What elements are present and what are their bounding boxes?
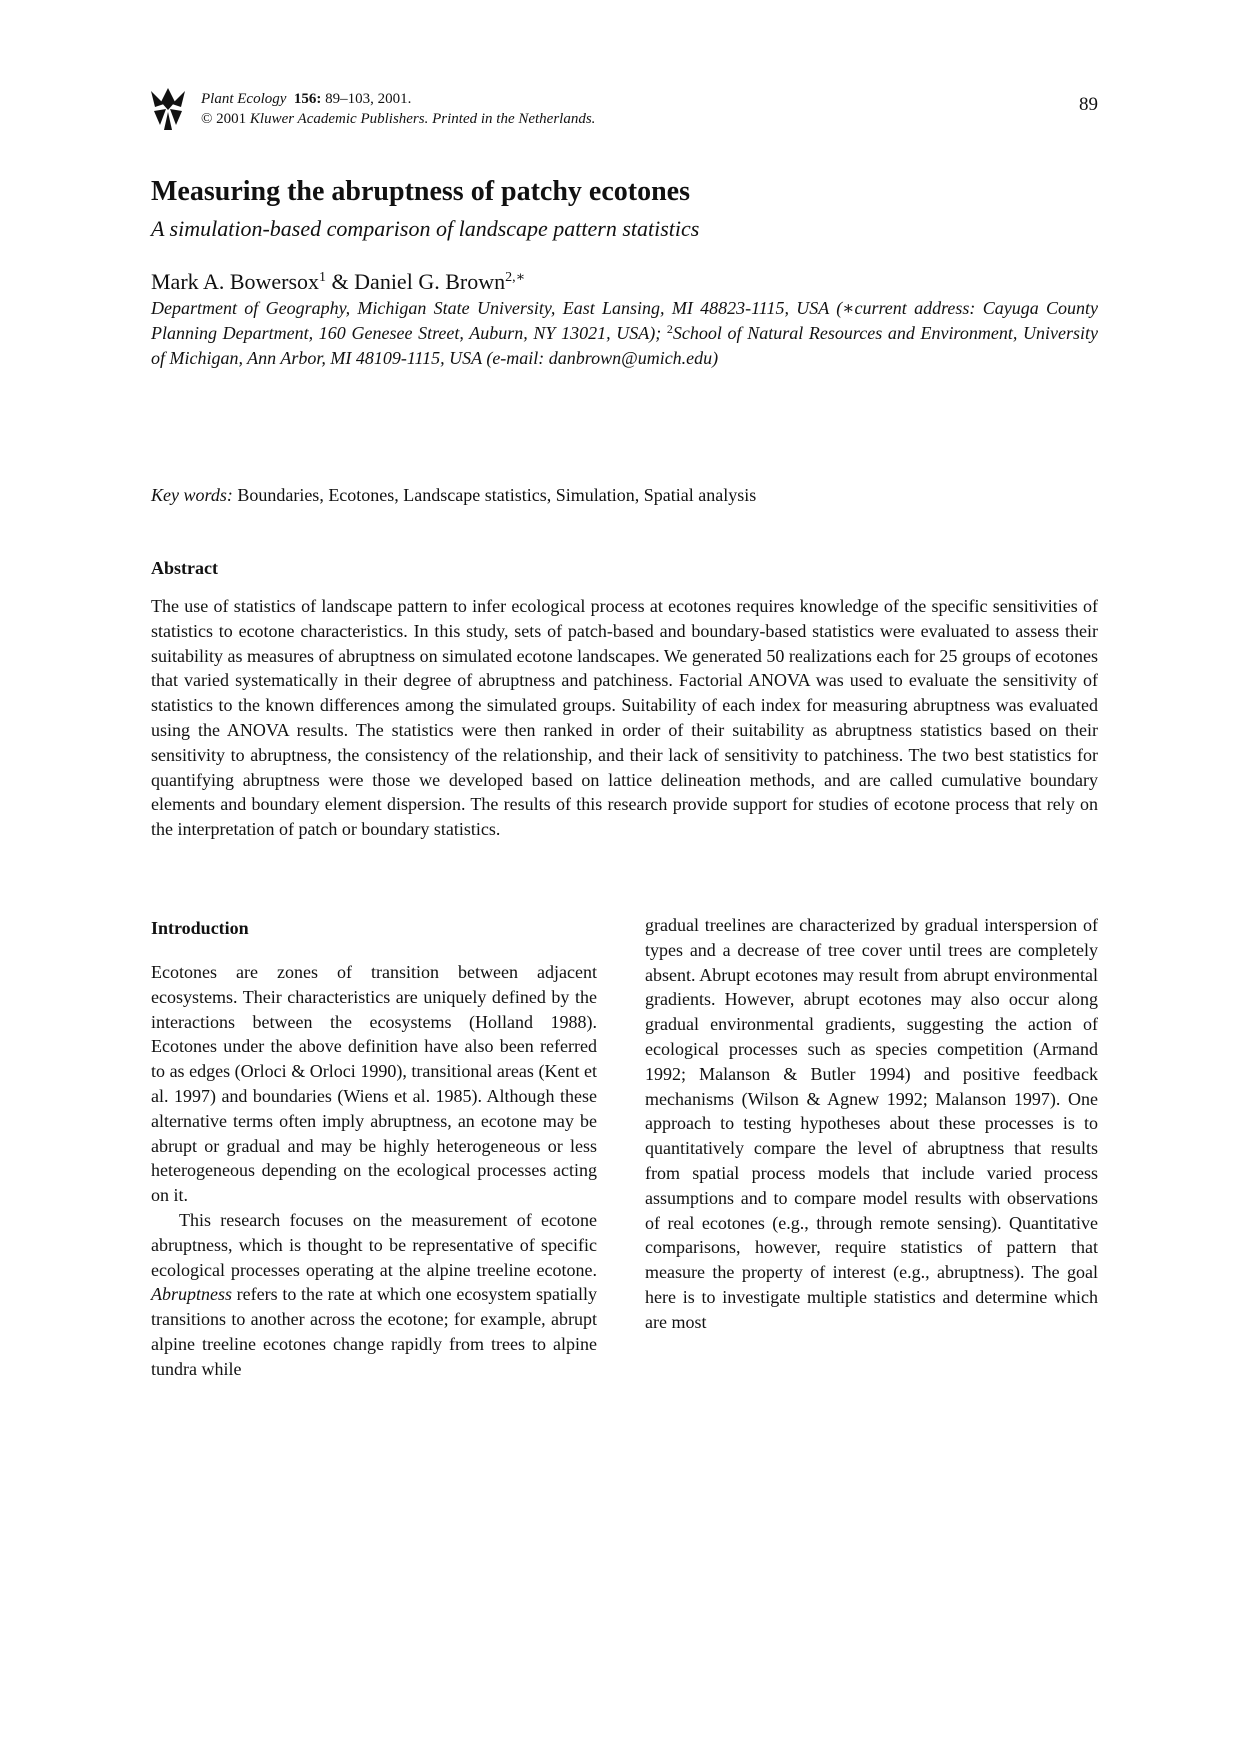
abstract-heading: Abstract: [151, 558, 218, 578]
emphasized-term: Abruptness: [151, 1284, 232, 1305]
keywords: [151, 483, 756, 507]
paragraph-text: refers to the rate at which one ecosystem spatially transitions to another across the ecotone; for example, abrupt alpine treeline ecotones change rapidly from trees to alpine tundra while: [151, 1284, 597, 1379]
affiliation-mark: 2: [666, 322, 673, 336]
copyright-line: [201, 109, 595, 129]
copyright-prefix: © 2001: [201, 111, 250, 127]
journal-volume: 156:: [293, 91, 322, 107]
publisher-text: Kluwer Academic Publishers. Printed in the Netherlands.: [249, 111, 596, 127]
page-number: 89: [1079, 94, 1098, 115]
author-name: Daniel G. Brown: [354, 269, 506, 294]
author-affiliation-mark: 1: [319, 270, 327, 285]
abstract-text: The use of statistics of landscape pattern to infer ecological process at ecotones requires knowledge of the specific sensitivities of statistics to ecotone characteristics. In this study, sets of patch-based and boundary-based statistics were evaluated to assess their suitability as measures of abruptness on simulated ecotone landscapes. We generated 50 realizations each for 25 groups of ecotones that varied systematically in their degree of abruptness and patchiness. Factorial ANOVA was used to evaluate the sensitivity of statistics to the known differences among the simulated groups. Suitability of each index for measuring abruptness was evaluated using the ANOVA results. The statistics were then ranked in order of their suitability as abruptness statistics based on their sensitivity to abruptness, the consistency of the relationship, and their lack of sensitivity to patchiness. The two best statistics for quantifying abruptness were those we developed based on lattice delineation methods, and are called cumulative boundary elements and boundary element dispersion. The results of this research provide support for studies of ecotone process that rely on the interpretation of patch or boundary statistics.: [151, 596, 1098, 840]
journal-line: [201, 89, 595, 109]
keywords-label: Key words:: [151, 485, 233, 505]
journal-citation: [201, 89, 595, 129]
journal-name: Plant Ecology: [201, 91, 287, 107]
author-list: [151, 268, 525, 296]
author-affiliation-mark: 2,∗: [505, 270, 526, 285]
article-subtitle: A simulation-based comparison of landscape pattern statistics: [151, 216, 700, 241]
body-paragraph: [151, 1208, 597, 1382]
body-paragraph: Ecotones are zones of transition between adjacent ecosystems. Their characteristics are uniquely defined by the interactions between the ecosystems (Holland 1988). Ecotones under the above definition have also been referred to as edges (Orloci & Orloci 1990), transitional areas (Kent et al. 1997) and boundaries (Wiens et al. 1985). Although these alternative terms often imply abruptness, an ecotone may be abrupt or gradual and may be highly heterogeneous or less heterogeneous depending on the ecological processes acting on it.: [151, 962, 597, 1206]
author-affiliations: [151, 296, 1098, 371]
keywords-text: Boundaries, Ecotones, Landscape statistics, Simulation, Spatial analysis: [232, 485, 757, 505]
introduction-heading: Introduction: [151, 918, 249, 938]
journal-pages: 89–103, 2001.: [325, 91, 412, 107]
right-column-paragraph: gradual treelines are characterized by gradual interspersion of types and a decrease of tree cover until trees are completely absent. Abrupt ecotones may result from abrupt environmental gradients. However, abrupt ecotones may also occur along gradual environmental gradients, suggesting the action of ecological processes such as species competition (Armand 1992; Malanson & Butler 1994) and positive feedback mechanisms (Wilson & Agnew 1992; Malanson 1997). One approach to testing hypotheses about these processes is to quantitatively compare the level of abruptness that results from spatial process models that include varied process assumptions and to compare model results with observations of real ecotones (e.g., through remote sensing). Quantitative comparisons, however, require statistics of pattern that measure the property of interest (e.g., abruptness). The goal here is to investigate multiple statistics and determine which are most: [645, 915, 1098, 1332]
left-column: [151, 960, 597, 1382]
affiliation-text: School of Natural Resources and Environment, University of Michigan, Ann Arbor, MI 48109-1115, USA (e-mail: danbrown@umich.edu): [151, 323, 1098, 368]
affiliation-text: Department of Geography, Michigan State University, East Lansing, MI 48823-1115, USA (∗current address: Cayuga County Planning Department, 160 Genesee Street, Auburn, NY 13021, USA);: [151, 298, 1098, 343]
publisher-logo-icon: [151, 88, 185, 130]
article-title: Measuring the abruptness of patchy ecotones: [151, 176, 690, 207]
paragraph-text: This research focuses on the measurement of ecotone abruptness, which is thought to be representative of specific ecological processes operating at the alpine treeline ecotone.: [151, 1209, 597, 1280]
author-separator: &: [326, 269, 355, 294]
author-name: Mark A. Bowersox: [151, 269, 320, 294]
